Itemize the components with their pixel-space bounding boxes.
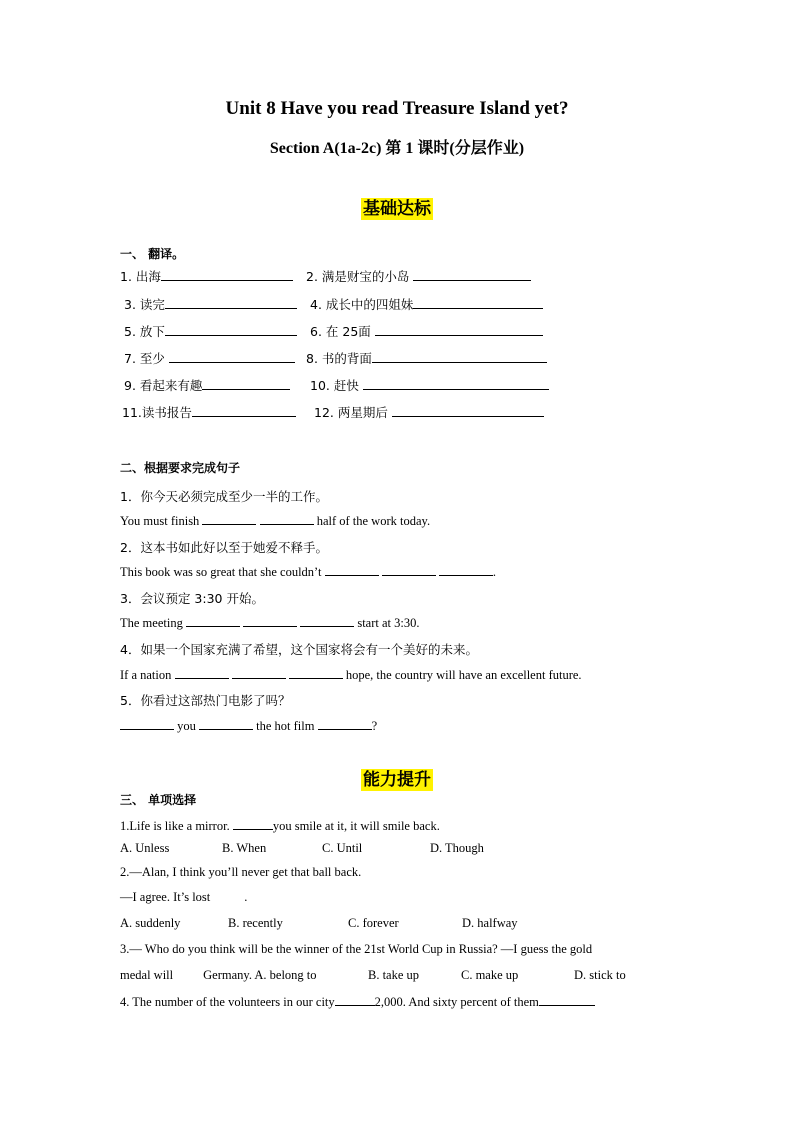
answer-blank[interactable]	[202, 377, 290, 390]
mc-q2-reply: —I agree. It’s lost .	[120, 890, 248, 904]
translate-item-10: 10. 赶快	[310, 376, 549, 394]
answer-blank[interactable]	[335, 993, 375, 1006]
sentence-q3-english: The meeting start at 3:30.	[120, 616, 420, 630]
sentence-q5-english: you the hot film ?	[120, 717, 377, 734]
badge-advanced-label: 能力提升	[363, 770, 431, 790]
sentence-q1-english: You must finish half of the work today.	[120, 514, 431, 528]
translate-item-4: 4. 成长中的四姐妹	[310, 295, 543, 313]
answer-blank[interactable]	[413, 296, 543, 309]
mc-q3-option-b[interactable]: B. take up	[368, 968, 420, 982]
mc-q2-option-a[interactable]: A. suddenly	[120, 916, 181, 930]
translate-item-7: 7. 至少	[124, 349, 295, 367]
answer-blank[interactable]	[202, 512, 256, 525]
answer-blank[interactable]	[186, 614, 240, 627]
answer-blank[interactable]	[260, 512, 314, 525]
answer-blank[interactable]	[300, 614, 354, 627]
answer-blank[interactable]	[392, 404, 544, 417]
answer-blank[interactable]	[325, 563, 379, 576]
mc-q1-option-d[interactable]: D. Though	[430, 841, 484, 855]
section1-heading: 一、 翻译。	[120, 247, 185, 261]
section3-heading: 三、 单项选择	[120, 793, 197, 807]
translate-item-11: 11.读书报告	[122, 403, 296, 421]
translate-item-12: 12. 两星期后	[314, 403, 544, 421]
translate-item-6: 6. 在 25面	[310, 322, 543, 340]
mc-q1-option-c[interactable]: C. Until	[322, 841, 363, 855]
answer-blank[interactable]	[199, 717, 253, 730]
page-title: Unit 8 Have you read Treasure Island yet?	[225, 98, 569, 119]
answer-blank[interactable]	[243, 614, 297, 627]
answer-blank[interactable]	[318, 717, 372, 730]
mc-q2-option-b[interactable]: B. recently	[228, 916, 283, 930]
answer-blank[interactable]	[233, 817, 273, 830]
answer-blank[interactable]	[165, 323, 297, 336]
answer-blank[interactable]	[439, 563, 493, 576]
section2-heading: 二、根据要求完成句子	[120, 461, 241, 475]
answer-blank[interactable]	[192, 404, 296, 417]
sentence-q2-chinese: 2．这本书如此好以至于她爱不释手。	[120, 540, 328, 555]
answer-blank[interactable]	[372, 350, 547, 363]
sentence-q4-chinese: 4．如果一个国家充满了希望，这个国家将会有一个美好的未来。	[120, 642, 478, 657]
mc-q3-option-c[interactable]: C. make up	[461, 968, 519, 982]
mc-q1-option-b[interactable]: B. When	[222, 841, 267, 855]
answer-blank[interactable]	[413, 268, 531, 281]
section-badge-basic	[0, 194, 794, 219]
mc-q2: 2.—Alan, I think you’ll never get that ball back.	[120, 865, 362, 879]
answer-blank[interactable]	[289, 666, 343, 679]
answer-blank[interactable]	[539, 993, 595, 1006]
answer-blank[interactable]	[375, 323, 543, 336]
sentence-q3-chinese: 3．会议预定 3:30 开始。	[120, 591, 264, 606]
mc-q2-option-d[interactable]: D. halfway	[462, 916, 518, 930]
translate-item-3: 3. 读完	[124, 295, 297, 313]
translate-item-8: 8. 书的背面	[306, 349, 547, 367]
mc-q2-option-c[interactable]: C. forever	[348, 916, 399, 930]
sentence-q1-chinese: 1．你今天必须完成至少一半的工作。	[120, 489, 328, 504]
translate-item-2: 2. 满是财宝的小岛	[306, 267, 531, 285]
answer-blank[interactable]	[382, 563, 436, 576]
mc-q3: 3.— Who do you think will be the winner of the 21st World Cup in Russia? —I guess the gold	[120, 942, 593, 956]
sentence-q2-english: This book was so great that she couldn’t .	[120, 565, 496, 579]
mc-q3-option-d[interactable]: D. stick to	[574, 968, 626, 982]
answer-blank[interactable]	[175, 666, 229, 679]
answer-blank[interactable]	[120, 717, 174, 730]
mc-q1: 1.Life is like a mirror. you smile at it, it will smile back.	[120, 819, 440, 833]
answer-blank[interactable]	[161, 268, 293, 281]
mc-q4: 4. The number of the volunteers in our city 2,000. And sixty percent of them	[120, 993, 595, 1010]
translate-item-9: 9. 看起来有趣	[124, 376, 290, 394]
answer-blank[interactable]	[165, 296, 297, 309]
sentence-q4-english: If a nation hope, the country will have an excellent future.	[120, 668, 582, 682]
section-badge-advanced	[0, 765, 794, 790]
sentence-q5-chinese: 5．你看过这部热门电影了吗？	[120, 693, 291, 708]
answer-blank[interactable]	[169, 350, 295, 363]
translate-item-1: 1. 出海	[120, 267, 293, 285]
mc-q1-option-a[interactable]: A. Unless	[120, 841, 170, 855]
mc-q3-line2: medal will Germany. A. belong to	[120, 968, 317, 982]
badge-basic-label: 基础达标	[363, 199, 431, 219]
answer-blank[interactable]	[363, 377, 549, 390]
page-subtitle: Section A(1a-2c) 第 1 课时(分层作业)	[269, 140, 525, 157]
answer-blank[interactable]	[232, 666, 286, 679]
translate-item-5: 5. 放下	[124, 322, 297, 340]
